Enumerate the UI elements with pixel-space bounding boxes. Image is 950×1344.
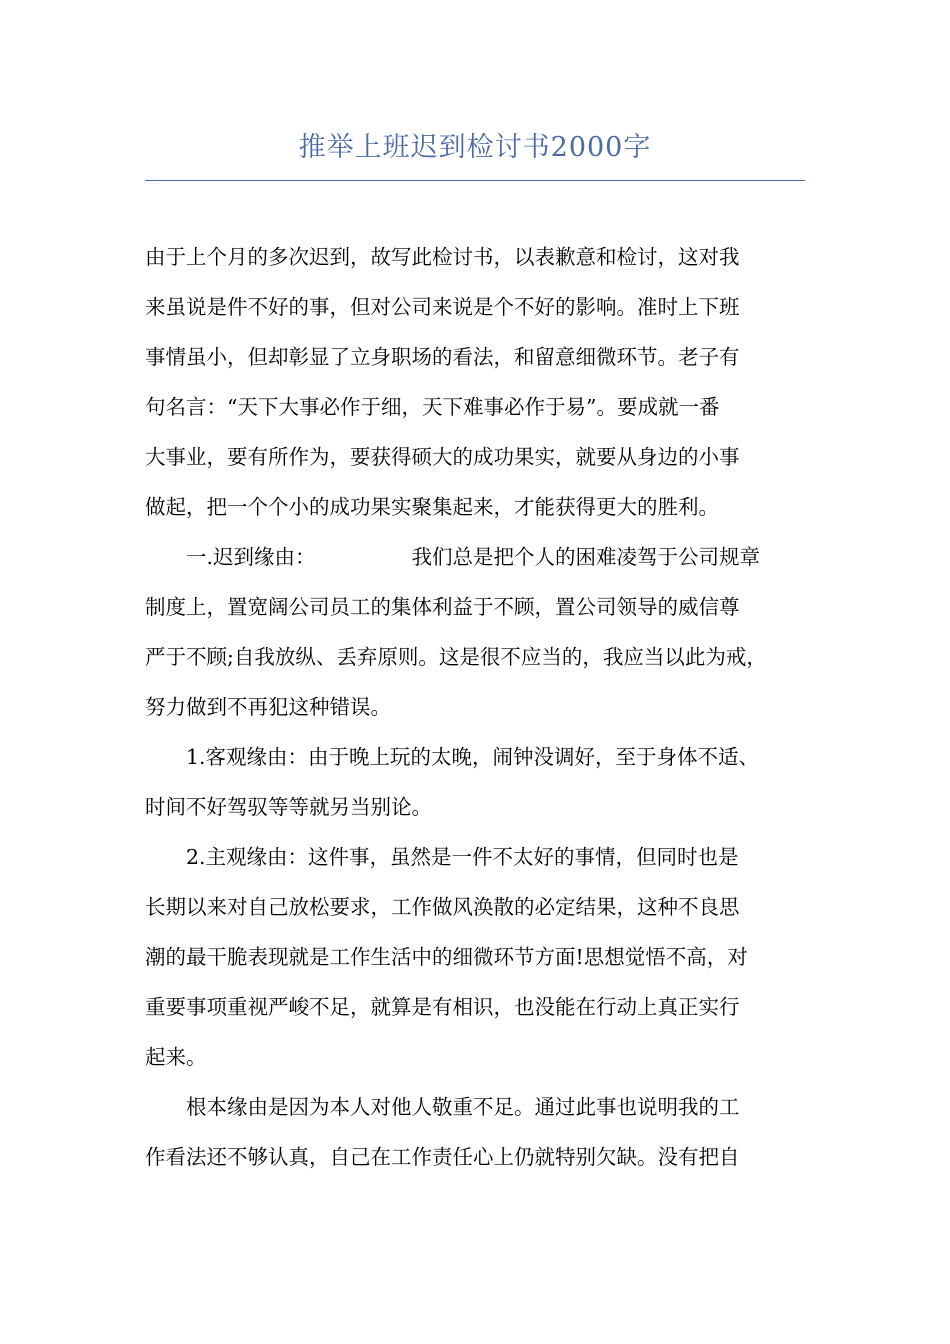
paragraph-line: 重要事项重视严峻不足，就算是有相识，也没能在行动上真正实行 (145, 995, 740, 1019)
paragraph-line: 长期以来对自己放松要求，工作做风涣散的必定结果，这种不良思 (145, 895, 740, 919)
title-underline (145, 180, 805, 181)
paragraph-line: 制度上，置宽阔公司员工的集体利益于不顾，置公司领导的威信尊 (145, 595, 740, 619)
paragraph-line: 1.客观缘由：由于晚上玩的太晚，闹钟没调好，至于身体不适、 (186, 745, 760, 769)
document-body (145, 232, 825, 1182)
section-heading-line (145, 532, 825, 582)
paragraph-line: 做起，把一个个小的成功果实聚集起来，才能获得更大的胜利。 (145, 495, 719, 519)
paragraph-line: 时间不好驾驭等等就另当别论。 (145, 795, 432, 819)
section-heading-text: 我们总是把个人的困难凌驾于公司规章 (411, 545, 761, 569)
paragraph-line: 事情虽小，但却彰显了立身职场的看法，和留意细微环节。老子有 (145, 345, 740, 369)
paragraph-line: 根本缘由是因为本人对他人敬重不足。通过此事也说明我的工 (186, 1095, 740, 1119)
paragraph-line: 大事业，要有所作为，要获得硕大的成功果实，就要从身边的小事 (145, 445, 740, 469)
paragraph-line: 2.主观缘由：这件事，虽然是一件不太好的事情，但同时也是 (186, 845, 739, 869)
document-title: 推举上班迟到检讨书2000字 (298, 132, 652, 163)
paragraph-line: 努力做到不再犯这种错误。 (145, 695, 391, 719)
paragraph-line: 潮的最干脆表现就是工作生活中的细微环节方面!思想觉悟不高，对 (145, 945, 748, 969)
paragraph-line: 来虽说是件不好的事，但对公司来说是个不好的影响。准时上下班 (145, 295, 740, 319)
paragraph-line: 由于上个月的多次迟到，故写此检讨书，以表歉意和检讨，这对我 (145, 245, 740, 269)
section-heading: 一.迟到缘由： (186, 545, 316, 569)
paragraph-line: 作看法还不够认真，自己在工作责任心上仍就特别欠缺。没有把自 (145, 1145, 740, 1169)
paragraph-line: 起来。 (145, 1045, 207, 1069)
paragraph-line: 严于不顾;自我放纵、丢弃原则。这是很不应当的，我应当以此为戒， (145, 645, 767, 669)
paragraph-line: 句名言：“天下大事必作于细，天下难事必作于易”。要成就一番 (145, 395, 720, 419)
